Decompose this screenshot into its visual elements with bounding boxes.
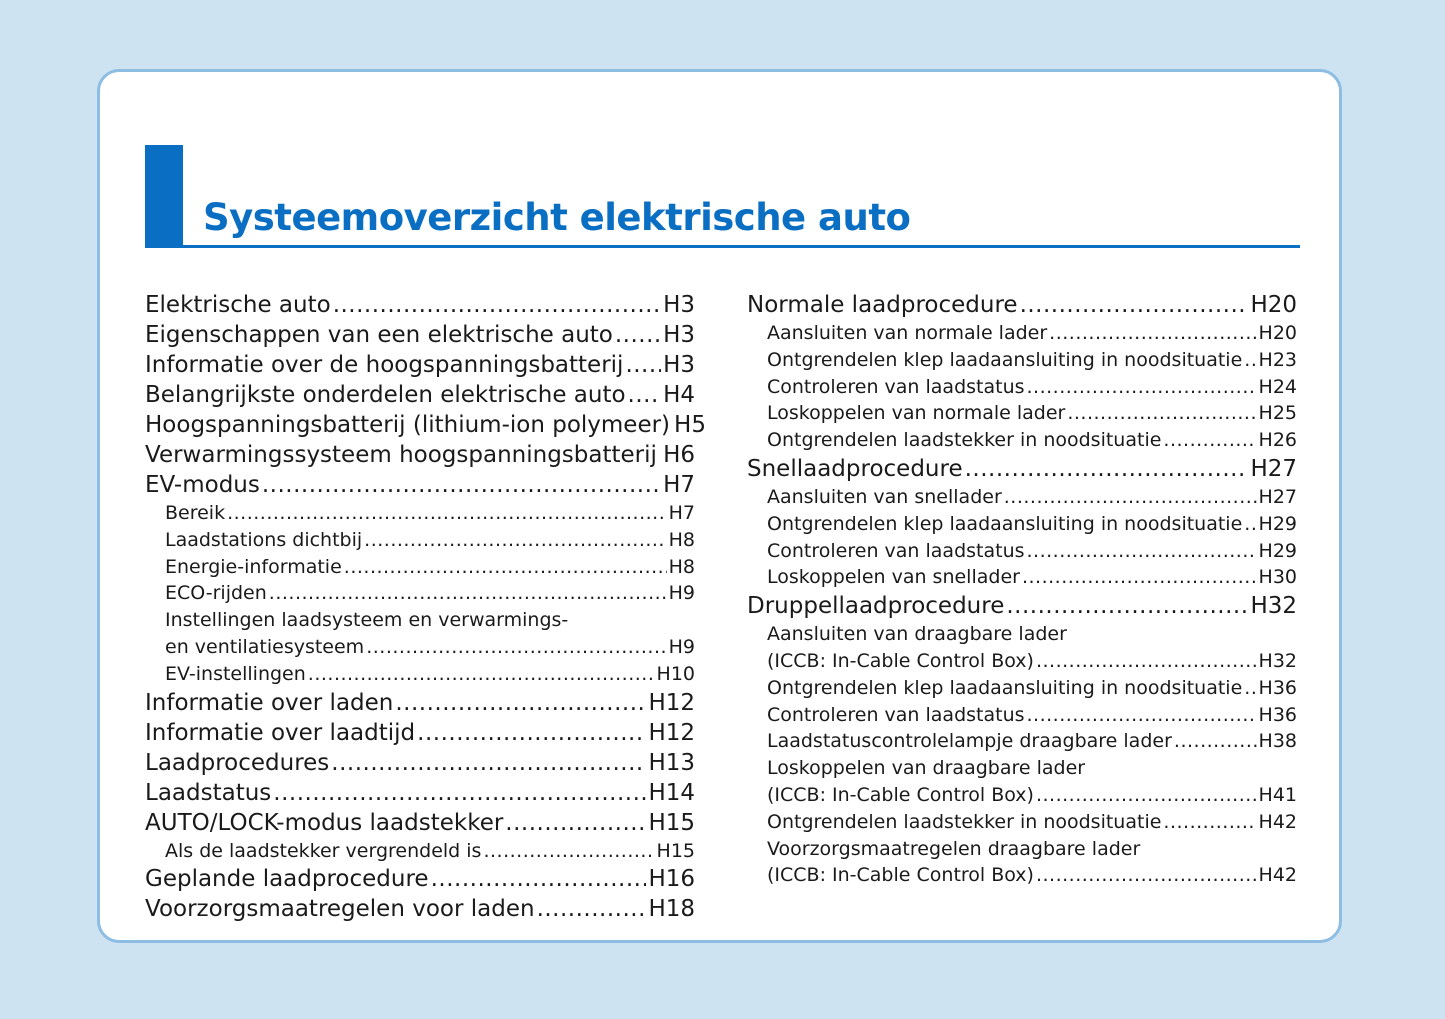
toc-dot-leader — [227, 500, 667, 527]
toc-entry-label: Ontgrendelen klep laadaansluiting in noodsituatie — [767, 348, 1243, 371]
toc-entry-label: Verwarmingssysteem hoogspanningsbatterij — [145, 442, 657, 468]
toc-entry-label: Ontgrendelen laadstekker in noodsituatie — [767, 810, 1162, 833]
toc-dot-leader — [262, 470, 661, 500]
toc-dot-leader — [483, 838, 654, 865]
toc-page-number: H41 — [1258, 783, 1297, 806]
toc-entry-label: (ICCB: In-Cable Control Box) — [767, 649, 1034, 672]
toc-entry[interactable] — [145, 440, 695, 470]
toc-entry[interactable] — [145, 778, 695, 808]
toc-entry[interactable] — [145, 290, 695, 320]
page-title: Systeemoverzicht elektrische auto — [203, 196, 911, 239]
toc-entry-label: Aansluiten van normale lader — [767, 322, 1048, 344]
toc-page-number: H10 — [656, 662, 695, 685]
toc-entry-label: (ICCB: In-Cable Control Box) — [767, 864, 1034, 887]
toc-left-column — [145, 290, 706, 924]
toc-entry-label: Als de laadstekker vergrendeld is — [165, 839, 482, 862]
toc-page-number: H3 — [663, 292, 695, 318]
toc-entry-label: Controleren van laadstatus — [767, 375, 1025, 398]
toc-entry[interactable] — [145, 320, 695, 350]
toc-page-number: H24 — [1258, 375, 1297, 398]
toc-dot-leader — [1022, 564, 1257, 591]
toc-subentry[interactable] — [747, 836, 1297, 863]
toc-entry-label: Snellaadprocedure — [747, 455, 963, 482]
toc-page-number: H3 — [663, 322, 695, 348]
toc-page-number: H8 — [668, 555, 695, 578]
toc-subentry[interactable] — [145, 500, 695, 527]
toc-entry-label: Eigenschappen van een elektrische auto — [145, 322, 613, 348]
toc-page-number: H32 — [1250, 593, 1297, 620]
toc-dot-leader — [1174, 728, 1257, 755]
toc-page-number: H9 — [668, 582, 695, 605]
toc-entry[interactable] — [145, 410, 706, 440]
toc-dot-leader — [1163, 427, 1256, 454]
toc-dot-leader — [1049, 320, 1256, 347]
toc-page-number: H9 — [668, 635, 695, 658]
toc-subentry[interactable] — [145, 607, 695, 634]
toc-dot-leader — [1004, 484, 1257, 511]
toc-page-number: H16 — [648, 866, 695, 893]
toc-page-number: H7 — [663, 472, 695, 498]
toc-entry[interactable] — [145, 748, 695, 778]
toc-page-number: H36 — [1258, 703, 1297, 726]
toc-entry-label: EV-instellingen — [165, 662, 306, 685]
toc-page-number: H32 — [1258, 649, 1297, 672]
toc-dot-leader — [1036, 648, 1257, 675]
toc-subentry[interactable] — [747, 347, 1297, 374]
toc-subentry[interactable] — [145, 634, 695, 661]
title-underline — [145, 245, 1300, 248]
toc-subentry[interactable] — [747, 648, 1297, 675]
toc-entry[interactable] — [145, 808, 695, 838]
toc-page-number: H6 — [663, 442, 695, 468]
toc-page-number: H42 — [1258, 864, 1297, 887]
toc-dot-leader — [1036, 862, 1257, 889]
toc-entry[interactable] — [145, 688, 695, 718]
toc-entry-label: Informatie over de hoogspanningsbatterij — [145, 352, 624, 378]
toc-page-number: H38 — [1258, 730, 1297, 753]
toc-page-number: H4 — [663, 382, 695, 408]
toc-dot-leader — [615, 320, 661, 350]
toc-entry[interactable] — [145, 864, 695, 894]
toc-entry-label: Ontgrendelen klep laadaansluiting in noodsituatie — [767, 676, 1243, 699]
toc-subentry[interactable] — [747, 809, 1297, 836]
toc-entry[interactable] — [747, 591, 1297, 621]
toc-page-number: H15 — [656, 839, 695, 862]
toc-dot-leader — [333, 290, 661, 320]
toc-page-number: H12 — [648, 689, 695, 716]
toc-subentry[interactable] — [747, 755, 1297, 782]
toc-entry-label: Ontgrendelen klep laadaansluiting in noodsituatie — [767, 512, 1243, 535]
toc-subentry[interactable] — [747, 621, 1297, 648]
toc-entry-label: Informatie over laden — [145, 689, 394, 716]
toc-page-number: H27 — [1258, 485, 1297, 508]
toc-subentry[interactable] — [747, 538, 1297, 565]
toc-subentry[interactable] — [747, 320, 1297, 347]
toc-subentry[interactable] — [145, 527, 695, 554]
toc-dot-leader — [1244, 511, 1256, 538]
toc-entry-label: Energie-informatie — [165, 555, 342, 578]
toc-dot-leader — [965, 454, 1249, 484]
toc-page-number: H26 — [1258, 429, 1297, 452]
toc-entry-label: Geplande laadprocedure — [145, 866, 429, 893]
toc-page-number: H18 — [648, 896, 695, 923]
toc-entry-label: Normale laadprocedure — [747, 292, 1018, 318]
toc-dot-leader — [417, 718, 646, 748]
toc-entry-label: Ontgrendelen laadstekker in noodsituatie — [767, 429, 1162, 452]
toc-dot-leader — [1036, 782, 1257, 809]
toc-entry-label: Elektrische auto — [145, 292, 331, 318]
toc-entry[interactable] — [145, 380, 695, 410]
toc-entry-label: Informatie over laadtijd — [145, 719, 416, 746]
toc-subentry[interactable] — [747, 728, 1297, 755]
toc-dot-leader — [331, 748, 646, 778]
toc-dot-leader — [395, 688, 646, 718]
toc-page-number: H27 — [1250, 455, 1297, 482]
toc-dot-leader — [1027, 702, 1257, 729]
toc-entry-label: ECO-rijden — [165, 582, 267, 605]
title-accent-bar — [145, 145, 183, 248]
toc-entry[interactable] — [145, 350, 695, 380]
toc-entry[interactable] — [145, 894, 695, 924]
toc-page-number: H13 — [648, 749, 695, 776]
toc-entry-label: Voorzorgsmaatregelen voor laden — [145, 896, 535, 923]
toc-subentry[interactable] — [747, 427, 1297, 454]
toc-entry-label: Aansluiten van snellader — [767, 485, 1002, 508]
toc-entry-label: Druppellaadprocedure — [747, 593, 1005, 620]
toc-page-number: H7 — [668, 502, 695, 524]
toc-subentry[interactable] — [747, 484, 1297, 511]
toc-entry-label: Loskoppelen van normale lader — [767, 402, 1066, 425]
toc-dot-leader — [1027, 374, 1257, 401]
toc-entry-label: Loskoppelen van draagbare lader — [767, 757, 1086, 780]
toc-page-number: H12 — [648, 719, 695, 746]
toc-dot-leader — [659, 440, 661, 470]
toc-page-number: H23 — [1258, 348, 1297, 371]
toc-page-number: H3 — [663, 352, 695, 378]
toc-page-number: H25 — [1258, 402, 1297, 425]
toc-entry-label: Hoogspanningsbatterij (lithium-ion polymeer) — [145, 412, 671, 438]
toc-entry-label: Aansluiten van draagbare lader — [767, 623, 1067, 646]
toc-subentry[interactable] — [747, 862, 1297, 889]
toc-entry-label: Bereik — [165, 502, 226, 524]
toc-entry[interactable] — [145, 470, 695, 500]
toc-dot-leader — [431, 864, 647, 894]
toc-page-number: H8 — [668, 528, 695, 551]
toc-dot-leader — [505, 808, 646, 838]
toc-right-column — [747, 290, 1297, 889]
toc-entry-label: Voorzorgsmaatregelen draagbare lader — [767, 837, 1141, 860]
toc-entry-label: Instellingen laadsysteem en verwarmings- — [165, 609, 569, 632]
toc-entry-label: Belangrijkste onderdelen elektrische auto — [145, 382, 626, 408]
toc-dot-leader — [364, 527, 666, 554]
toc-page-number: H5 — [674, 412, 706, 438]
toc-subentry[interactable] — [747, 675, 1297, 702]
toc-page-number: H30 — [1258, 566, 1297, 589]
toc-dot-leader — [628, 380, 662, 410]
toc-entry[interactable] — [145, 718, 695, 748]
toc-dot-leader — [1163, 809, 1256, 836]
toc-entry-label: Laadprocedures — [145, 749, 330, 776]
toc-subentry[interactable] — [747, 511, 1297, 538]
toc-dot-leader — [1067, 400, 1256, 427]
toc-entry-label: Loskoppelen van snellader — [767, 566, 1020, 589]
toc-dot-leader — [366, 634, 666, 661]
toc-subentry[interactable] — [747, 374, 1297, 401]
toc-entry-label: Laadstatuscontrolelampje draagbare lader — [767, 730, 1172, 753]
toc-subentry[interactable] — [747, 782, 1297, 809]
toc-page-number: H20 — [1258, 322, 1297, 344]
toc-subentry[interactable] — [747, 702, 1297, 729]
toc-entry[interactable] — [747, 454, 1297, 484]
toc-entry-label: Laadstatus — [145, 779, 272, 806]
toc-dot-leader — [1244, 675, 1256, 702]
toc-subentry[interactable] — [747, 564, 1297, 591]
toc-entry-label: Controleren van laadstatus — [767, 539, 1025, 562]
toc-dot-leader — [625, 350, 661, 380]
toc-subentry[interactable] — [145, 554, 695, 581]
toc-subentry[interactable] — [747, 400, 1297, 427]
toc-page-number: H36 — [1258, 676, 1297, 699]
toc-entry-label: en ventilatiesysteem — [165, 635, 365, 658]
toc-dot-leader — [1020, 290, 1249, 320]
toc-entry[interactable] — [747, 290, 1297, 320]
toc-subentry[interactable] — [145, 838, 695, 865]
toc-dot-leader — [269, 580, 667, 607]
toc-entry-label: EV-modus — [145, 472, 260, 498]
toc-dot-leader — [344, 554, 667, 581]
toc-entry-label: Laadstations dichtbij — [165, 528, 363, 551]
toc-dot-leader — [1244, 347, 1256, 374]
toc-subentry[interactable] — [145, 661, 695, 688]
toc-dot-leader — [537, 894, 647, 924]
toc-page-number: H20 — [1250, 292, 1297, 318]
toc-dot-leader — [308, 661, 655, 688]
toc-page-number: H42 — [1258, 810, 1297, 833]
toc-dot-leader — [1006, 591, 1248, 621]
toc-entry-label: (ICCB: In-Cable Control Box) — [767, 783, 1034, 806]
toc-entry-label: Controleren van laadstatus — [767, 703, 1025, 726]
toc-page-number: H29 — [1258, 539, 1297, 562]
toc-page-number: H14 — [648, 779, 695, 806]
toc-entry-label: AUTO/LOCK-modus laadstekker — [145, 809, 504, 836]
toc-page-number: H15 — [648, 809, 695, 836]
toc-dot-leader — [273, 778, 646, 808]
toc-page-number: H29 — [1258, 512, 1297, 535]
toc-subentry[interactable] — [145, 580, 695, 607]
toc-dot-leader — [1027, 538, 1257, 565]
